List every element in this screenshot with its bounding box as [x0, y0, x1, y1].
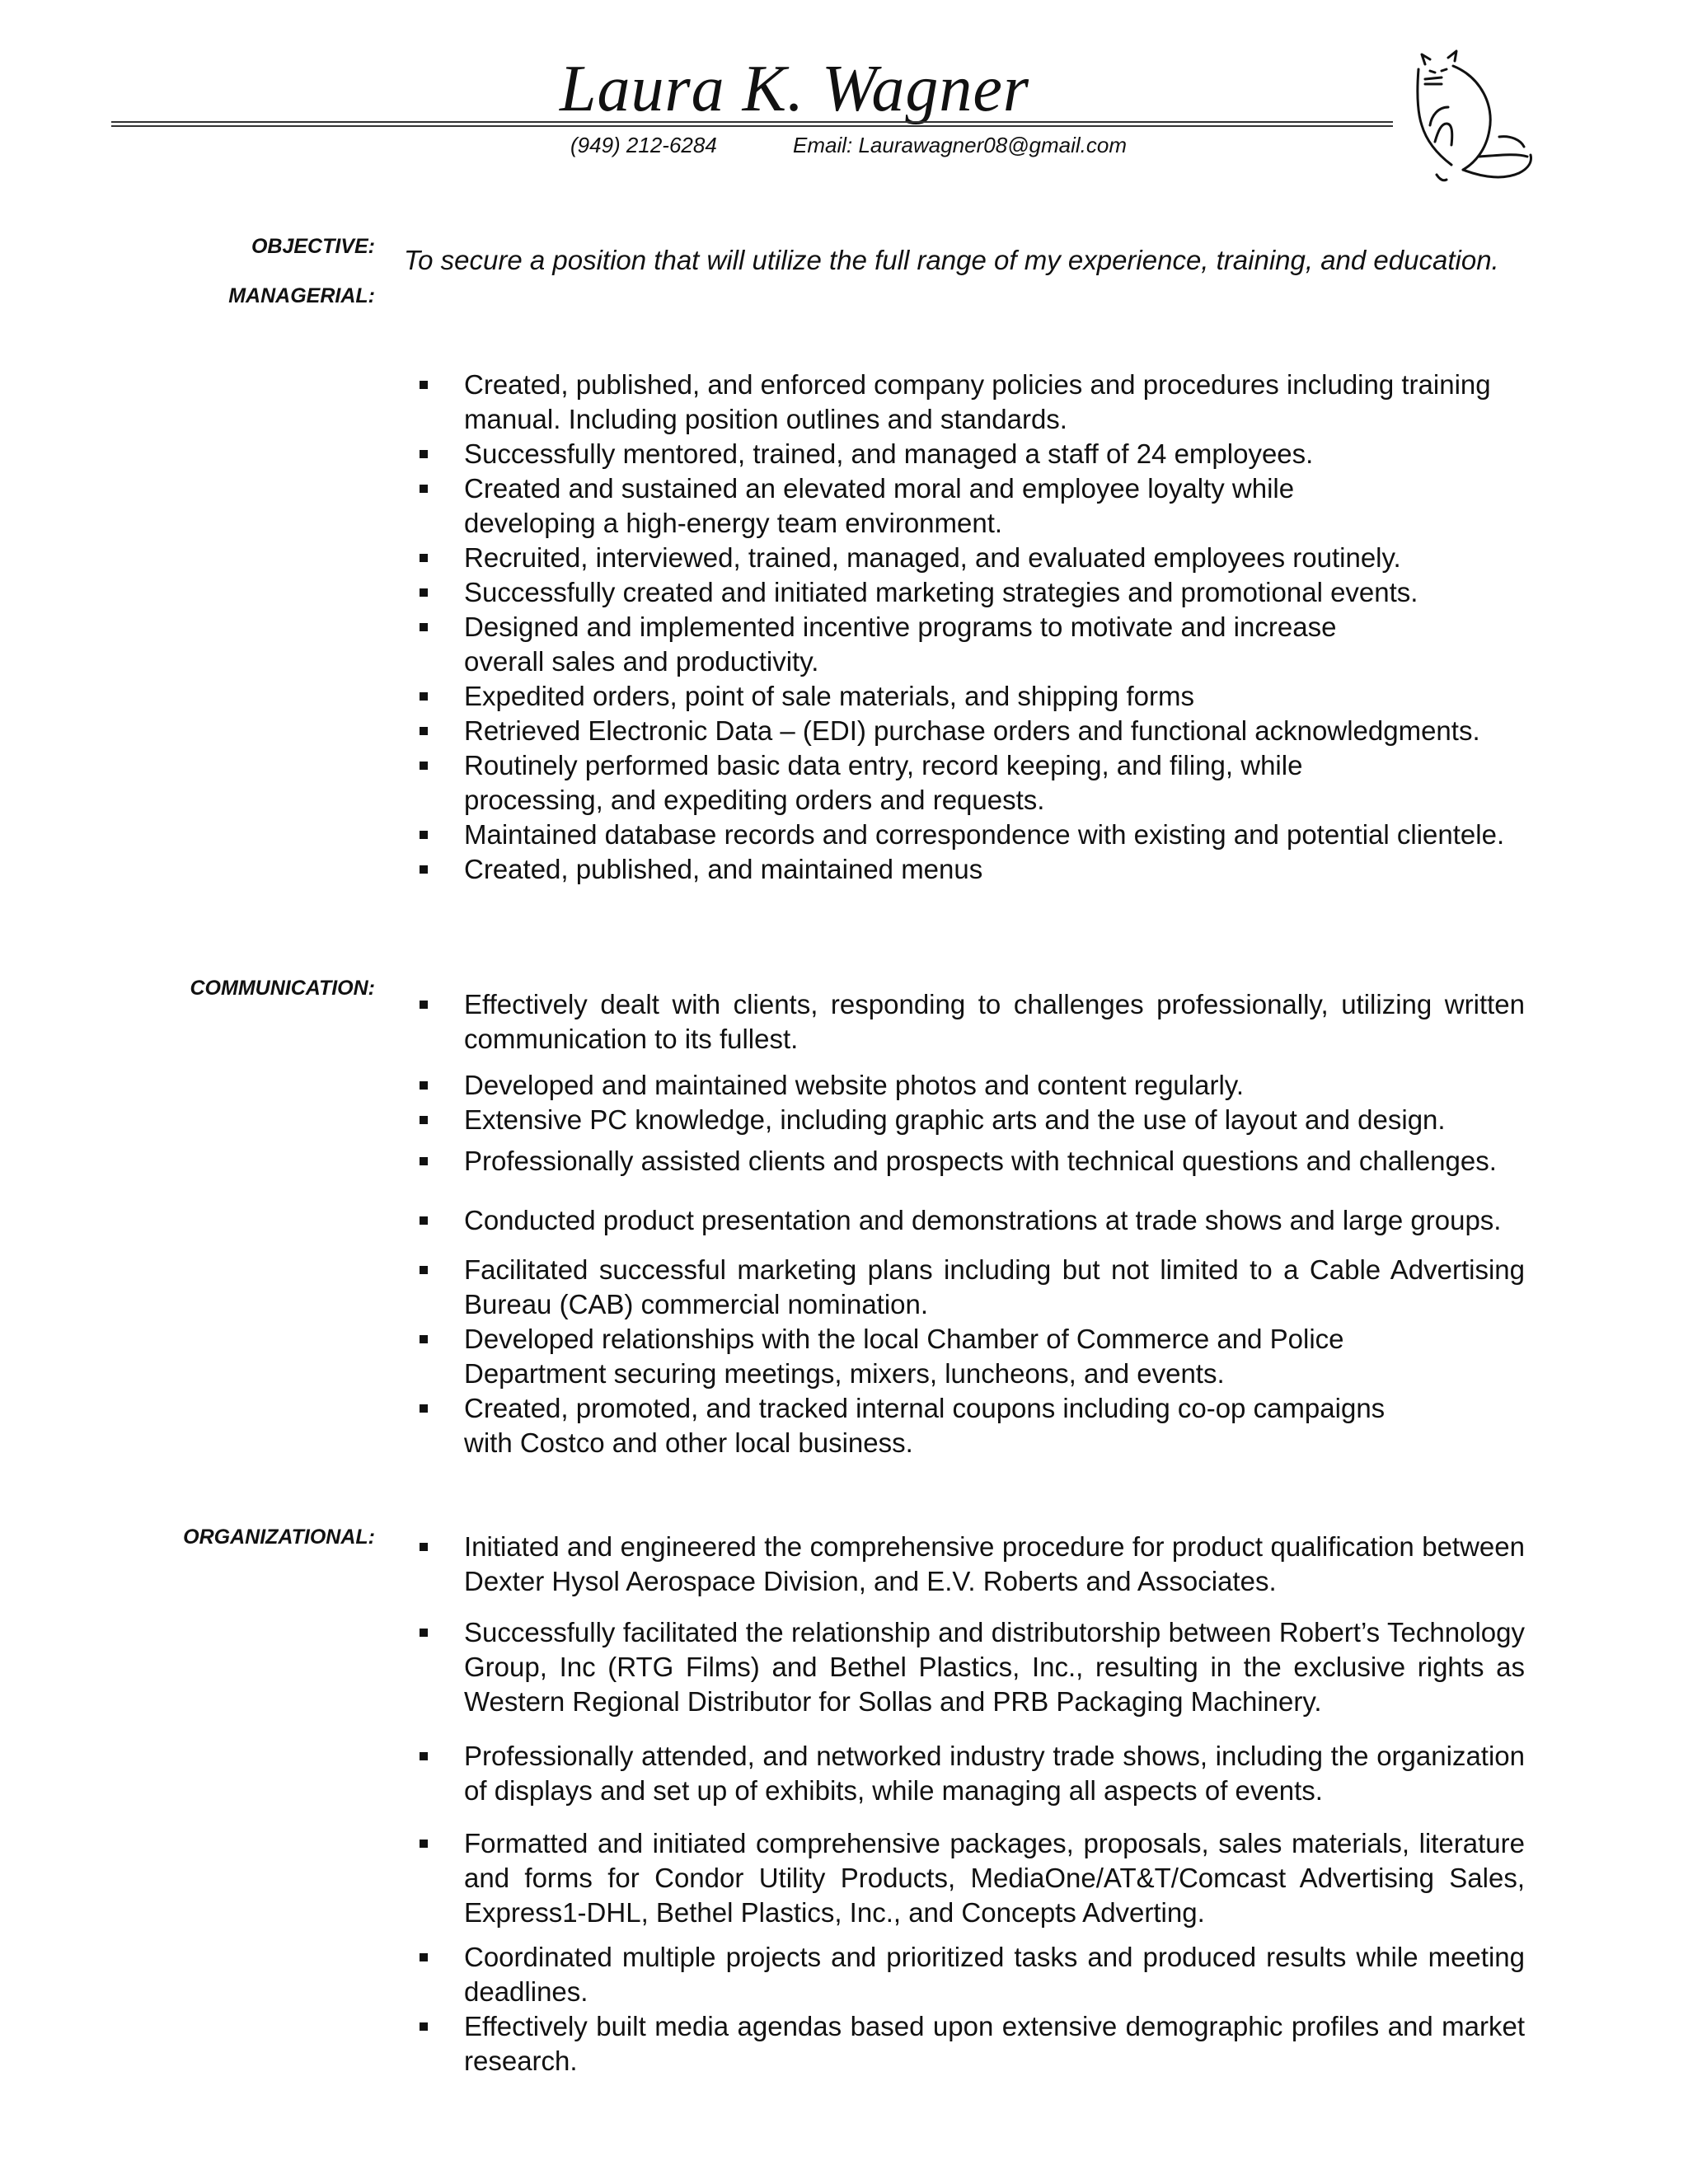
list-item-text: Conducted product presentation and demonstrations at trade shows and large groups. — [464, 1205, 1502, 1235]
list-item-text: Expedited orders, point of sale materials, and shipping forms — [464, 681, 1194, 711]
managerial-label: MANAGERIAL: — [228, 284, 375, 307]
list-item — [412, 748, 1387, 818]
bullet-square-icon — [420, 623, 428, 631]
list-item-text: Created, promoted, and tracked internal coupons including co-op campaigns with Costco and other local business. — [464, 1393, 1386, 1458]
bullet-square-icon — [420, 1216, 428, 1225]
bullet-square-icon — [420, 727, 428, 735]
list-item-text: Routinely performed basic data entry, record keeping, and filing, while processing, and expediting orders and requests. — [464, 750, 1303, 815]
list-item-text: Retrieved Electronic Data – (EDI) purchase orders and functional acknowledgments. — [464, 715, 1480, 746]
bullet-square-icon — [420, 831, 428, 839]
list-item — [412, 1144, 1525, 1179]
bullet-square-icon — [420, 692, 428, 701]
communication-list — [412, 987, 1525, 1460]
organizational-list — [412, 1530, 1525, 2079]
list-item — [412, 1615, 1525, 1719]
bullet-square-icon — [420, 2022, 428, 2031]
list-item-text: Initiated and engineered the comprehensive procedure for product qualification between Dexter Hysol Aerospace Division, and E.V. Roberts and Associates. — [464, 1531, 1525, 1596]
cat-logo-icon — [1414, 49, 1578, 198]
list-item — [412, 1739, 1525, 1808]
bullet-square-icon — [420, 588, 428, 597]
list-item-text: Successfully mentored, trained, and managed a staff of 24 employees. — [464, 438, 1314, 469]
list-item — [412, 368, 1519, 437]
bullet-square-icon — [420, 1543, 428, 1551]
list-item-text: Created, published, and enforced company policies and procedures including training manual. Including position outlines and standards. — [464, 369, 1491, 434]
bullet-square-icon — [420, 450, 428, 458]
list-item-text: Professionally attended, and networked industry trade shows, including the organization of displays and set up of exhibits, while managing all aspects of events. — [464, 1741, 1525, 1806]
resume-name: Laura K. Wagner — [560, 53, 1029, 125]
bullet-square-icon — [420, 1335, 428, 1343]
list-item-text: Developed relationships with the local Chamber of Commerce and Police Department securing meetings, mixers, luncheons, and events. — [464, 1324, 1344, 1389]
list-item — [412, 1391, 1404, 1460]
contact-line — [570, 132, 1127, 158]
managerial-list — [412, 368, 1525, 887]
list-item — [412, 1322, 1437, 1391]
list-item — [412, 471, 1387, 541]
list-item — [412, 679, 1525, 714]
list-item-text: Designed and implemented incentive programs to motivate and increase overall sales and productivity. — [464, 612, 1337, 677]
objective-text: To secure a position that will utilize the full range of my experience, training, and education. — [404, 245, 1499, 275]
bullet-square-icon — [420, 1001, 428, 1009]
list-item-text: Recruited, interviewed, trained, managed, and evaluated employees routinely. — [464, 542, 1401, 573]
list-item — [412, 818, 1525, 852]
bullet-square-icon — [420, 762, 428, 770]
list-item — [412, 2009, 1525, 2079]
organizational-label: ORGANIZATIONAL: — [183, 1526, 375, 1549]
bullet-square-icon — [420, 1752, 428, 1760]
list-item-text: Successfully created and initiated marketing strategies and promotional events. — [464, 577, 1418, 607]
list-item — [412, 437, 1525, 471]
bullet-square-icon — [420, 1157, 428, 1165]
bullet-square-icon — [420, 865, 428, 874]
header-rule — [111, 121, 1393, 128]
list-item — [412, 610, 1371, 679]
email-address: Email: Laurawagner08@gmail.com — [793, 133, 1128, 157]
list-item-text: Created and sustained an elevated moral and employee loyalty while developing a high-energy team environment. — [464, 473, 1295, 538]
list-item — [412, 575, 1525, 610]
phone-number: (949) 212-6284 — [570, 133, 717, 157]
list-item — [412, 1940, 1525, 2009]
bullet-square-icon — [420, 1953, 428, 1961]
list-item — [412, 987, 1525, 1057]
list-item-text: Coordinated multiple projects and prioritized tasks and produced results while meeting deadlines. — [464, 1942, 1525, 2007]
bullet-square-icon — [420, 1116, 428, 1124]
communication-label: COMMUNICATION: — [190, 977, 375, 1000]
list-item-text: Facilitated successful marketing plans including but not limited to a Cable Advertising Bureau (CAB) commercial nomination. — [464, 1254, 1525, 1319]
list-item-text: Formatted and initiated comprehensive packages, proposals, sales materials, literature and forms for Condor Utility Products, MediaOne/AT&T/Comcast Advertising Sales, Express1-DHL, Bethel Plastics, Inc., and Concepts Adverting. — [464, 1828, 1525, 1928]
bullet-square-icon — [420, 1404, 428, 1413]
bullet-square-icon — [420, 1840, 428, 1848]
list-item-text: Developed and maintained website photos and content regularly. — [464, 1070, 1245, 1100]
list-item — [412, 1826, 1525, 1930]
list-item-text: Created, published, and maintained menus — [464, 854, 983, 884]
objective-label: OBJECTIVE: — [251, 235, 375, 258]
list-item-text: Maintained database records and correspondence with existing and potential clientele. — [464, 819, 1505, 850]
list-item — [412, 1103, 1525, 1137]
bullet-square-icon — [420, 1081, 428, 1090]
bullet-square-icon — [420, 1629, 428, 1637]
list-item — [412, 541, 1525, 575]
list-item — [412, 1203, 1525, 1238]
list-item-text: Extensive PC knowledge, including graphic arts and the use of layout and design. — [464, 1104, 1446, 1135]
bullet-square-icon — [420, 1266, 428, 1274]
list-item — [412, 1530, 1525, 1599]
list-item — [412, 1068, 1525, 1103]
list-item — [412, 714, 1525, 748]
bullet-square-icon — [420, 485, 428, 493]
bullet-square-icon — [420, 381, 428, 389]
list-item — [412, 852, 1525, 887]
bullet-square-icon — [420, 554, 428, 562]
list-item — [412, 1253, 1525, 1322]
list-item-text: Successfully facilitated the relationship and distributorship between Robert’s Technology Group, Inc (RTG Films) and Bethel Plastics, Inc., resulting in the exclusive rights as Western Regional Distributor for Sollas and PRB Packaging Machinery. — [464, 1617, 1525, 1717]
list-item-text: Effectively built media agendas based upon extensive demographic profiles and market research. — [464, 2011, 1525, 2076]
list-item-text: Professionally assisted clients and prospects with technical questions and challenges. — [464, 1146, 1497, 1176]
list-item-text: Effectively dealt with clients, responding to challenges professionally, utilizing written communication to its fullest. — [464, 989, 1525, 1054]
